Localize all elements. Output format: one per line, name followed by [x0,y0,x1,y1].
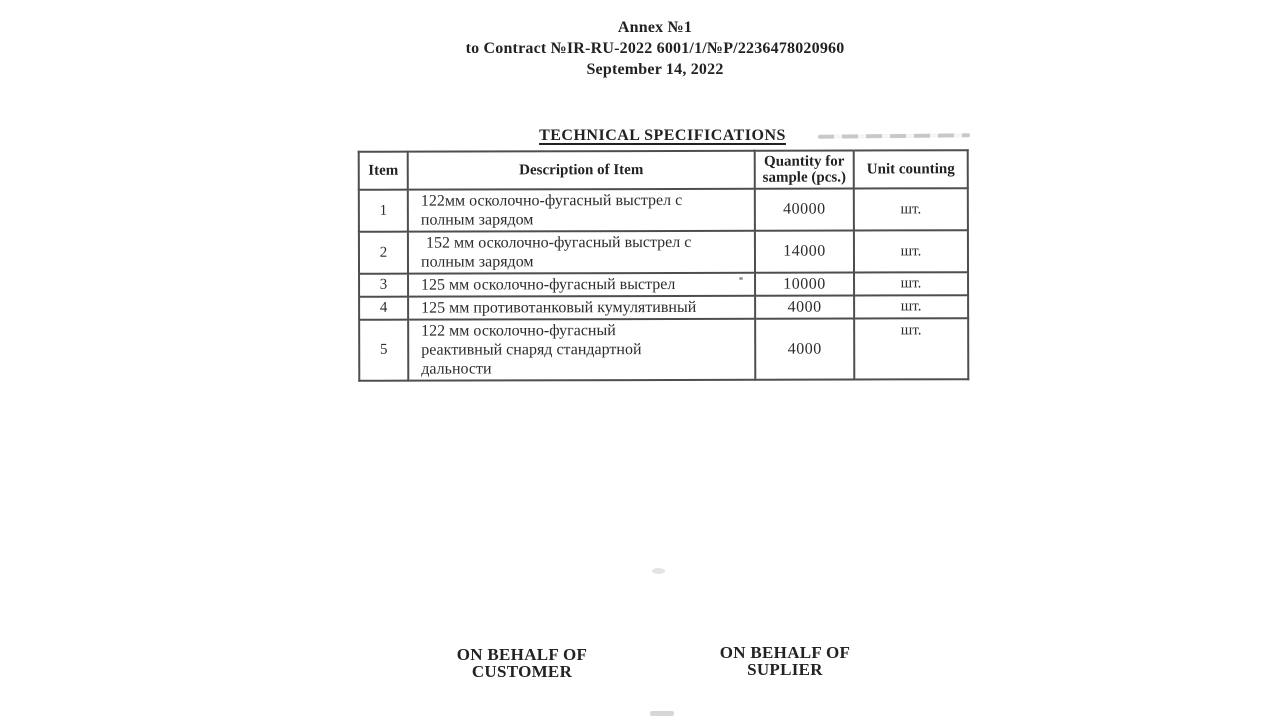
description-cell: 125 мм противотанковый кумулятивный [408,296,755,320]
quantity-cell: 14000 [755,231,854,273]
col-header-unit: Unit counting [854,150,968,188]
scan-artifact-smudge [650,711,674,716]
customer-signature-line1: ON BEHALF OF [456,645,588,664]
col-header-item: Item [359,152,408,190]
item-cell: 3 [359,274,408,297]
table-row [359,230,968,274]
supplier-signature-block [682,644,888,678]
col-header-quantity: Quantity for sample (pcs.) [755,151,854,189]
customer-signature-block [419,646,625,680]
document-date-line: September 14, 2022 [586,61,724,78]
item-cell: 5 [359,320,408,381]
table-header-row [359,150,968,190]
description-cell: 122мм осколочно-фугасный выстрел с полным зарядом [408,189,755,232]
unit-cell: шт. [854,188,968,230]
description-cell: 122 мм осколочно-фугасный реактивный снаряд стандартной дальности [408,319,755,381]
col-header-description: Description of Item [408,151,755,190]
scan-artifact-speck [652,568,665,574]
item-cell: 2 [359,232,408,274]
quantity-cell: 4000 [755,296,854,319]
unit-cell: шт. [854,318,968,379]
table-row [359,295,968,320]
annex-number-line: Annex №1 [617,19,693,36]
quantity-cell: 10000 [755,273,854,296]
table-row [359,188,968,232]
unit-cell: шт. [854,230,968,272]
supplier-signature-line2: SUPLIER [747,660,823,679]
table-row [359,272,968,297]
description-cell: 125 мм осколочно-фугасный выстрел [408,273,755,297]
item-cell: 4 [359,297,408,320]
specifications-table [358,149,970,382]
quantity-cell: 40000 [755,189,854,231]
table-row [359,318,968,381]
item-cell: 1 [359,190,408,232]
description-cell: 152 мм осколочно-фугасный выстрел с полным зарядом [408,231,755,274]
contract-number-line: to Contract №IR-RU-2022 6001/1/№P/2236478020960 [465,40,845,57]
quantity-cell: 4000 [755,319,854,380]
customer-signature-line2: CUSTOMER [471,662,573,681]
supplier-signature-line1: ON BEHALF OF [719,643,851,662]
unit-cell: шт. [854,295,968,318]
unit-cell: шт. [854,272,968,295]
document-header [355,17,955,80]
technical-specifications-title: TECHNICAL SPECIFICATIONS [539,127,786,144]
